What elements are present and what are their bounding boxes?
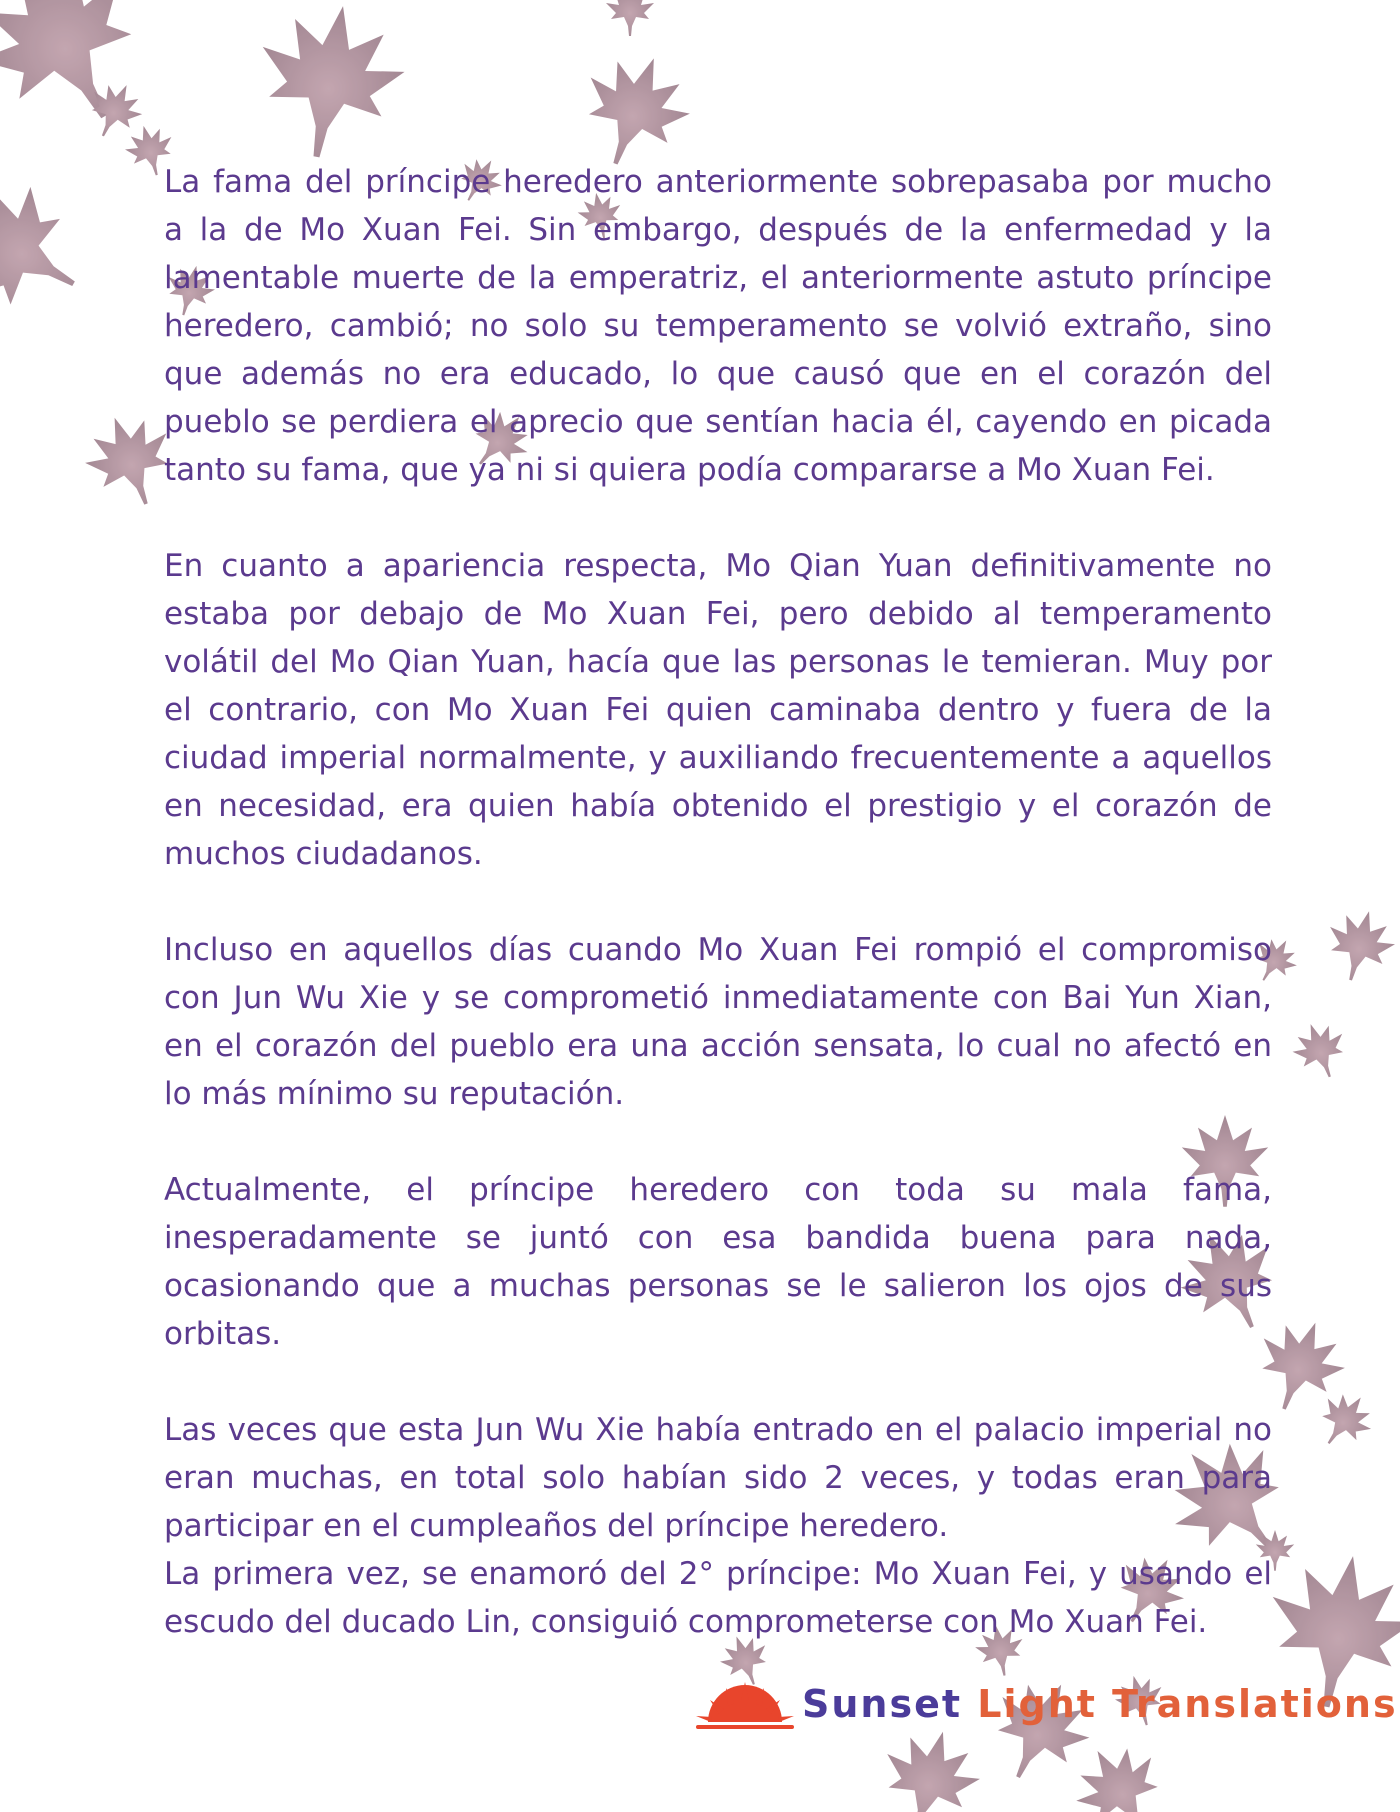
paragraph: Incluso en aquellos días cuando Mo Xuan Fei rompió el compromiso con Jun Wu Xie y se comprometió inmediatamente con Bai Yun Xian, en el corazón del pueblo era una acción sensata, lo cual no afectó en lo más mínimo su reputación.	[164, 932, 1272, 1112]
paragraph: Actualmente, el príncipe heredero con toda su mala fama, inesperadamente se juntó con esa bandida buena para nada, ocasionando que a muchas personas se le salieron los ojos de sus orbitas.	[164, 1172, 1272, 1352]
sunset-sun-icon	[690, 1676, 800, 1736]
paragraph: La primera vez, se enamoró del 2° príncipe: Mo Xuan Fei, y usando el escudo del ducado Lin, consiguió comprometerse con Mo Xuan Fei.	[164, 1556, 1272, 1640]
sunset-light-translations-logo	[690, 1676, 1398, 1736]
maple-leaf-icon	[0, 163, 105, 337]
maple-leaf-icon	[1318, 902, 1400, 988]
maple-leaf-icon	[1060, 1729, 1181, 1812]
logo-word-sunset: Sunset	[802, 1682, 963, 1726]
paragraph: Las veces que esta Jun Wu Xie había entrado en el palacio imperial no eran muchas, en total solo habían sido 2 veces, y todas eran para participar en el cumpleaños del príncipe heredero.	[164, 1412, 1272, 1544]
paragraph: En cuanto a apariencia respecta, Mo Qian Yuan definitivamente no estaba por debajo de Mo Xuan Fei, pero debido al temperamento volátil del Mo Qian Yuan, hacía que las personas le temieran. Muy por el contrario, con Mo Xuan Fei quien caminaba dentro y fuera de la ciudad imperial normalmente, y auxiliando frecuentemente a aquellos en necesidad, era quien había obtenido el prestigio y el corazón de muchos ciudadanos.	[164, 548, 1272, 872]
maple-leaf-icon	[246, 0, 414, 169]
maple-leaf-icon	[0, 0, 175, 157]
logo-wordmark	[802, 1682, 1398, 1726]
logo-word-light-translations: Light Translations	[977, 1682, 1398, 1726]
paragraph: La fama del príncipe heredero anteriormente sobrepasaba por mucho a la de Mo Xuan Fei. Sin embargo, después de la enfermedad y la lamentable muerte de la emperatriz, el anteriormente astuto príncipe heredero, cambió; no solo su temperamento se volvió extraño, sino que además no era educado, lo que causó que en el corazón del pueblo se perdiera el aprecio que sentían hacia él, cayendo en picada tanto su fama, que ya ni si quiera podía compararse a Mo Xuan Fei.	[164, 164, 1272, 488]
document-body	[164, 158, 1272, 1646]
maple-leaf-icon	[1307, 1382, 1382, 1458]
maple-leaf-icon	[1286, 1015, 1355, 1086]
maple-leaf-icon	[606, 0, 654, 36]
